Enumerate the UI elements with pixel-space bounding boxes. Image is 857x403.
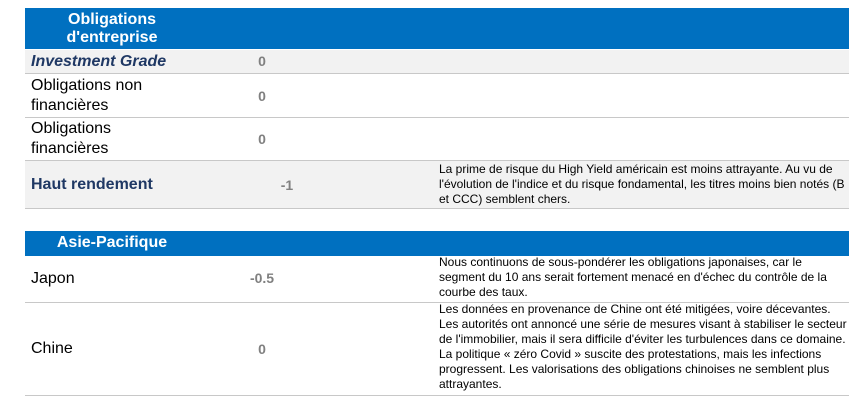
row-score-china: 0 [258,341,266,357]
row-label-japan: Japon [31,270,75,287]
table-row-high-yield [25,161,849,209]
asia-pacific-title: Asie-Pacifique [56,234,168,251]
table-row-investment-grade [25,50,849,74]
row-score-high-yield: -1 [280,177,294,193]
row-label-china: Chine [31,340,73,357]
corporate-bonds-header [25,8,849,49]
row-comment-high-yield: La prime de risque du High Yield américain est moins attrayante. Au vu de l'évolution de l'indice et du risque fondamental, les titres moins bien notés (B et CCC) semblent chers. [439,162,845,206]
row-label-non-financial: Obligations non financières [31,77,143,114]
row-score-non-financial: 0 [258,88,266,104]
table-row-financial [25,118,849,161]
row-score-financial: 0 [258,131,266,147]
row-label-high-yield: Haut rendement [31,176,153,193]
corporate-bonds-title: Obligations d'entreprise [66,11,158,46]
asia-pacific-header [25,231,849,256]
table-row-china [25,303,849,401]
row-label-investment-grade: Investment Grade [31,53,167,70]
table-bottom-border [25,395,849,396]
row-score-investment-grade: 0 [258,53,266,69]
row-label-financial: Obligations financières [31,120,112,157]
row-comment-china: Les données en provenance de Chine ont été mitigées, voire décevantes. Les autorités ont annoncé une série de mesures visant à stabiliser le secteur de l'immobilier, mais il sera difficile d'éviter les turbulences dans ce domaine. La politique « zéro Covid » suscite des protestations, mais les infections progressent. Les valorisations des obligations chinoises ne semblent plus attrayantes. [439,302,847,391]
row-comment-japan: Nous continuons de sous-pondérer les obligations japonaises, car le segment du 10 ans serait fortement menacé en d'échec du contrôle de la courbe des taux. [439,255,827,299]
row-score-japan: -0.5 [249,270,275,286]
table-row-japan [25,257,849,303]
table-row-non-financial [25,74,849,118]
